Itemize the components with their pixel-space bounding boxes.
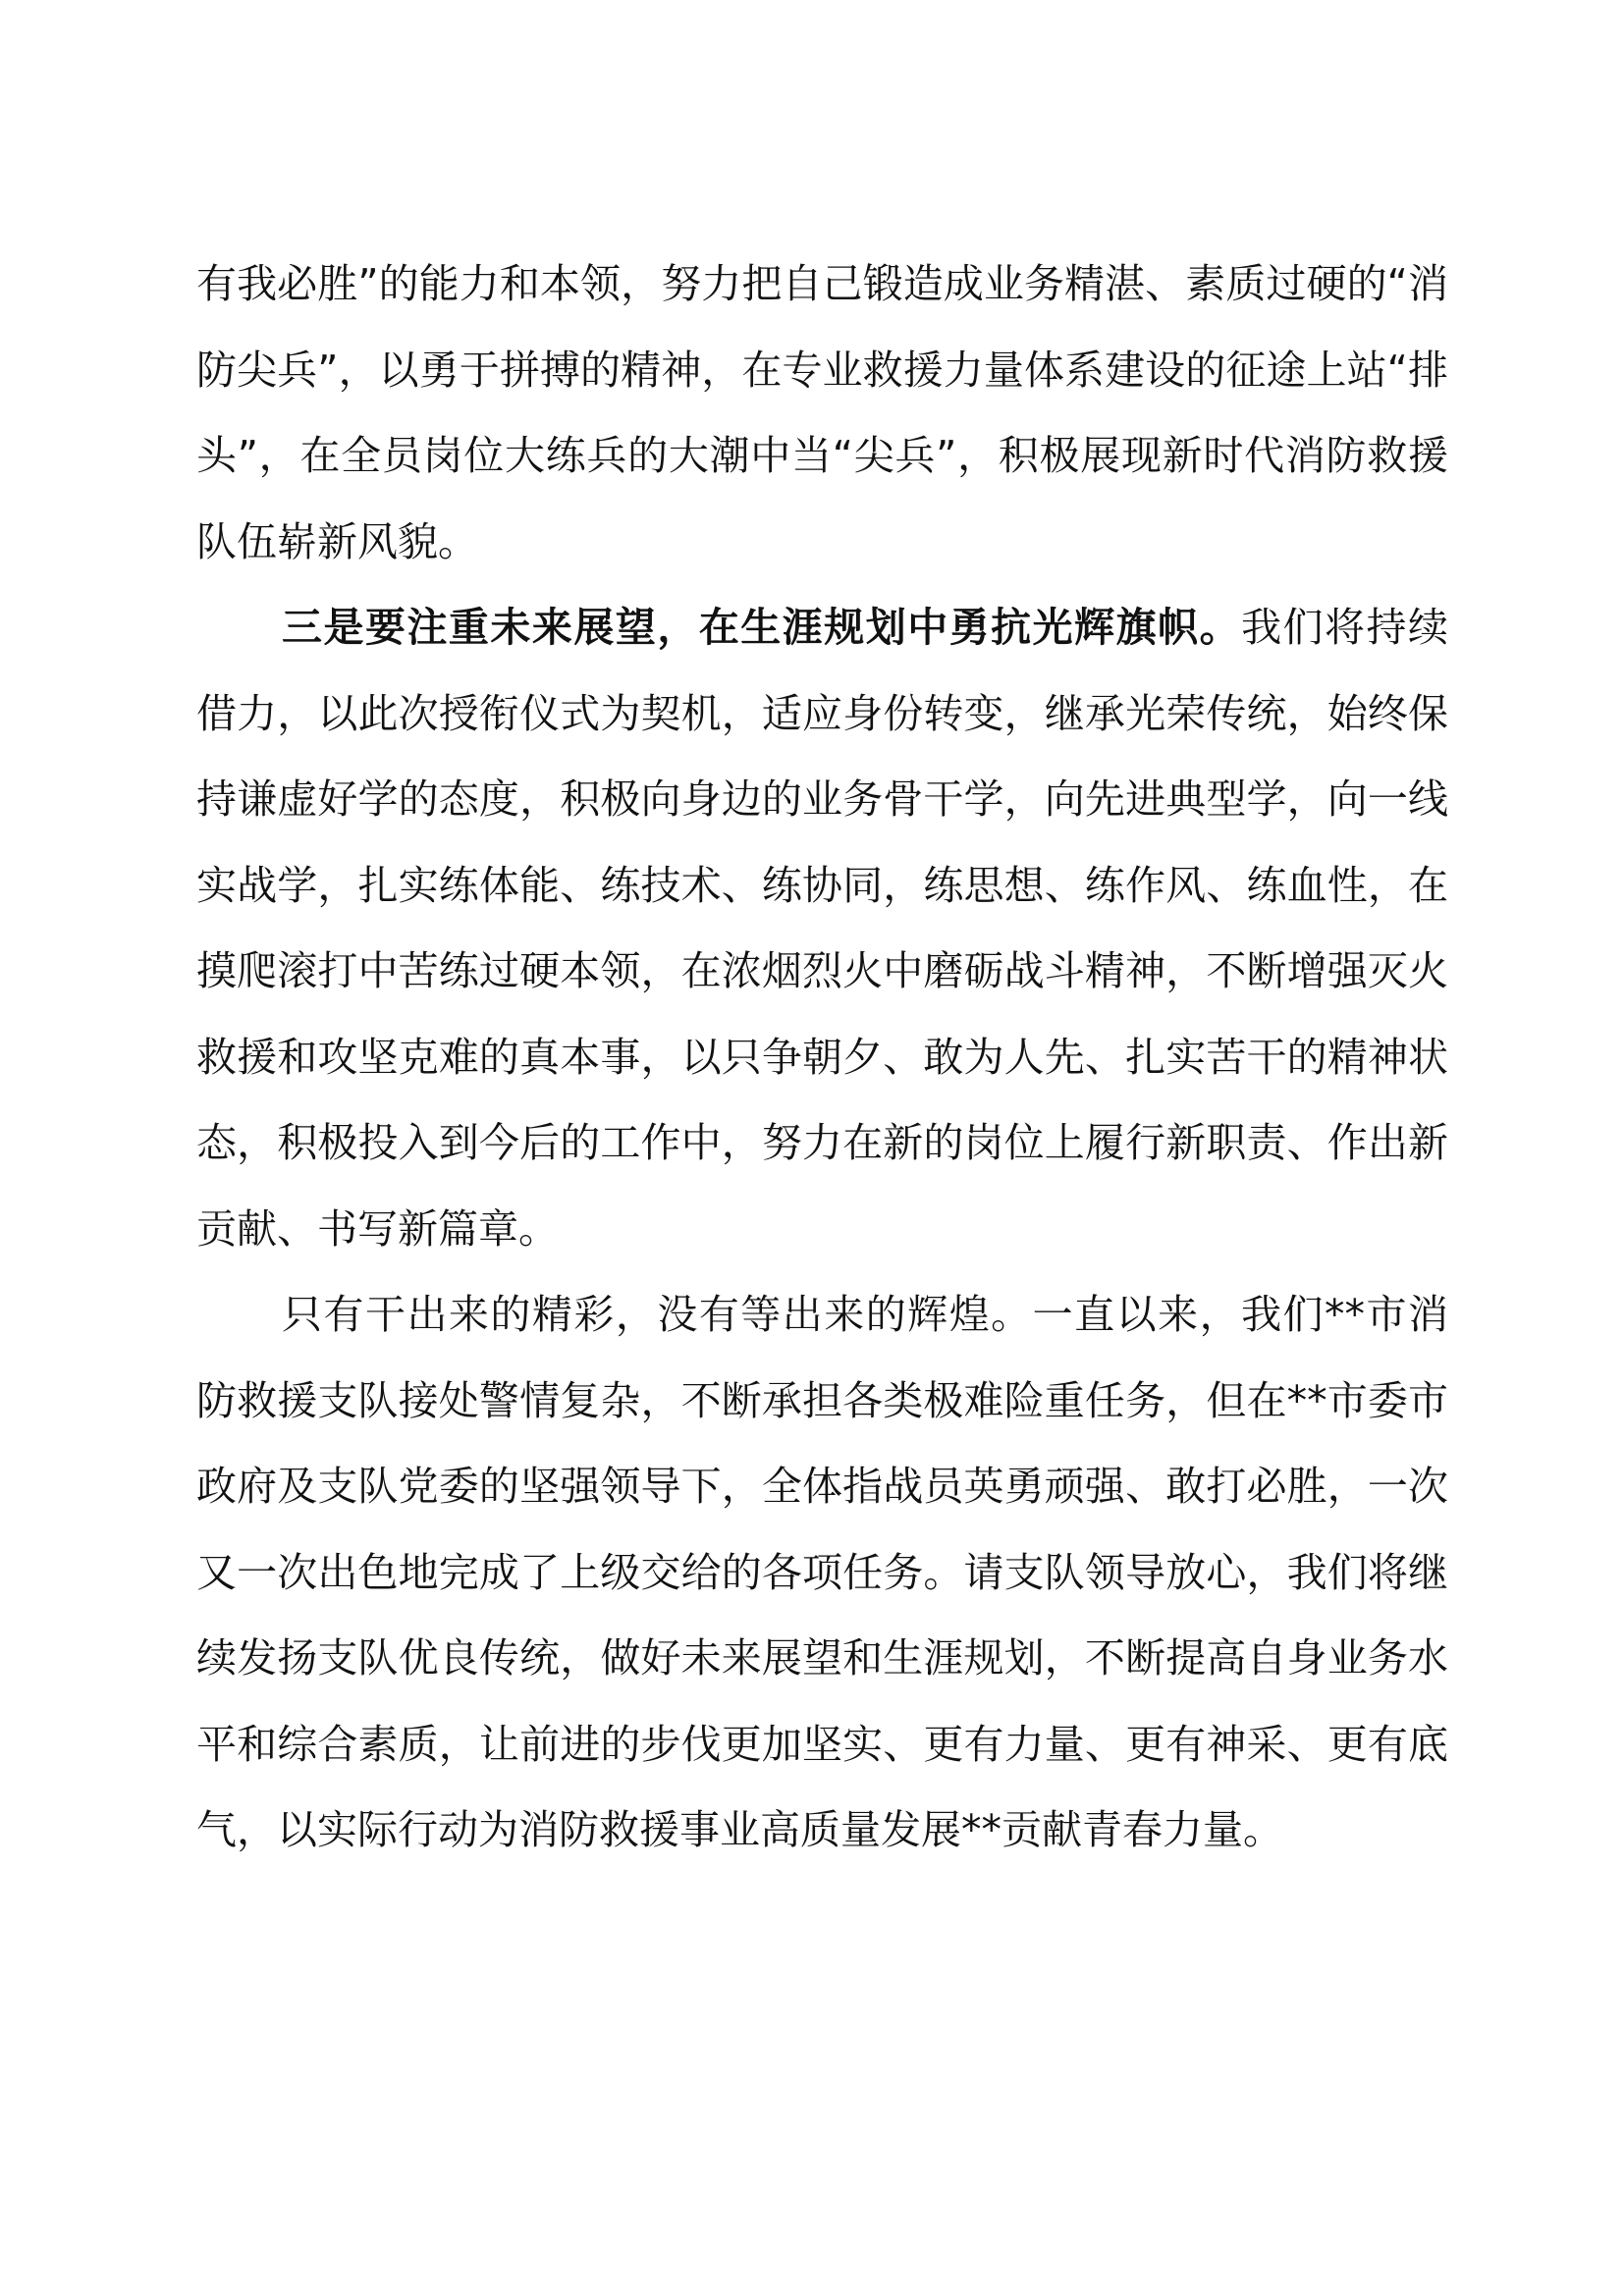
paragraph-text: 我们将持续借力，以此次授衔仪式为契机，适应身份转变，继承光荣传统，始终保持谦虚好学的态度，积极向身边的业务骨干学，向先进典型学，向一线实战学，扎实练体能、练技术、练协同，练思想、练作风、练血性，在摸爬滚打中苦练过硬本领，在浓烟烈火中磨砺战斗精神，不断增强灭火救援和攻坚克难的真本事，以只争朝夕、敢为人先、扎实苦干的精神状态，积极投入到今后的工作中，努力在新的岗位上履行新职责、作出新贡献、书写新篇章。 — [196, 604, 1449, 1253]
paragraph-continuation — [196, 241, 1448, 585]
paragraph-text: 有我必胜”的能力和本领，努力把自己锻造成业务精湛、素质过硬的“消防尖兵”，以勇于拼搏的精神，在专业救援力量体系建设的征途上站“排头”，在全员岗位大练兵的大潮中当“尖兵”，积极展现新时代消防救援队伍崭新风貌。 — [196, 260, 1448, 565]
paragraph-text: 只有干出来的精彩，没有等出来的辉煌。一直以来，我们**市消防救援支队接处警情复杂，不断承担各类极难险重任务，但在**市委市政府及支队党委的坚强领导下，全体指战员英勇顽强、敢打必胜，一次又一次出色地完成了上级交给的各项任务。请支队领导放心，我们将继续发扬支队优良传统，做好未来展望和生涯规划，不断提高自身业务水平和综合素质，让前进的步伐更加坚实、更有力量、更有神采、更有底气，以实际行动为消防救援事业高质量发展**贡献青春力量。 — [196, 1291, 1448, 1853]
paragraph-point-three — [196, 585, 1448, 1272]
paragraph-conclusion — [196, 1272, 1448, 1874]
document-body — [196, 241, 1448, 1874]
paragraph-lead-heading: 三是要注重未来展望，在生涯规划中勇抗光辉旗帜。 — [282, 604, 1242, 651]
